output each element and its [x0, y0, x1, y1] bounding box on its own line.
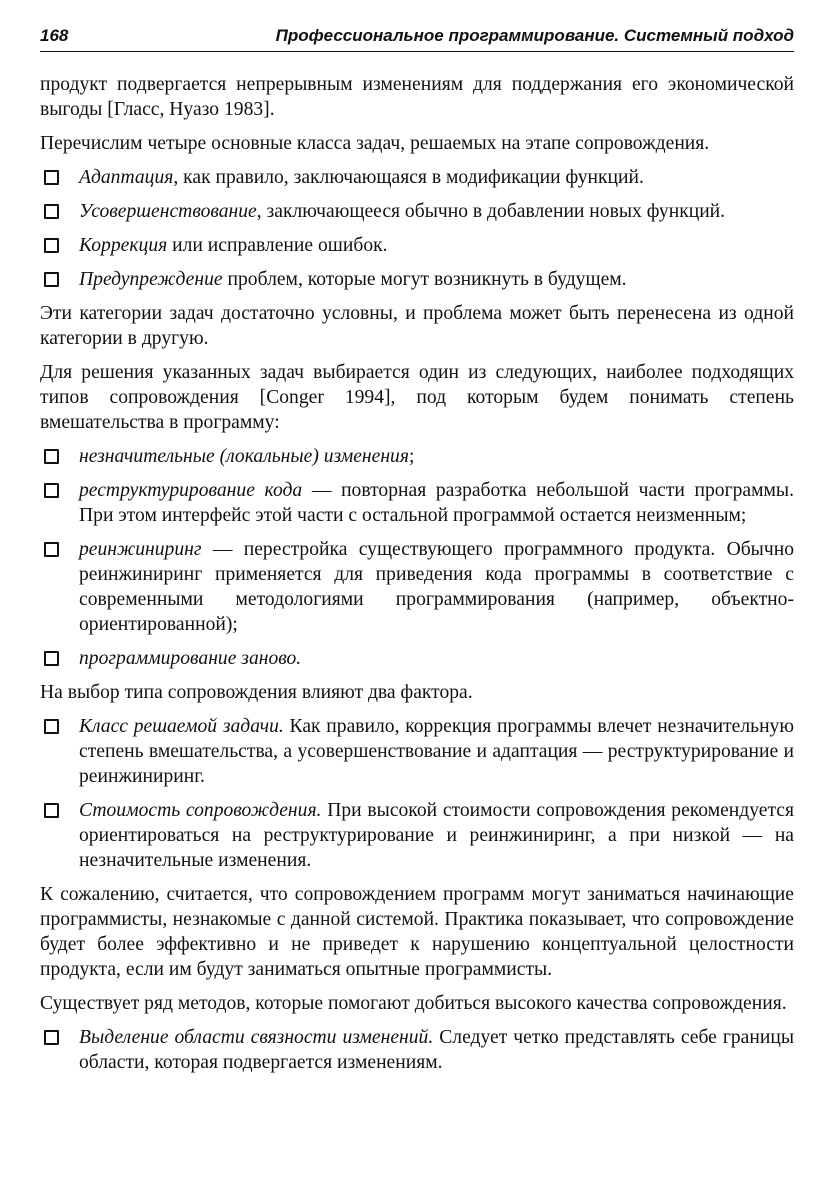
checkbox-bullet-icon — [44, 719, 59, 734]
checkbox-bullet-icon — [44, 238, 59, 253]
paragraph: продукт подвергается непрерывным изменениям для поддержания его экономической выгоды [Гласс, Нуазо 1983]. — [40, 74, 794, 120]
list-item-term: Стоимость сопровождения. — [79, 800, 322, 821]
checkbox-bullet-icon — [44, 272, 59, 287]
list-item-text: проблем, которые могут возникнуть в будущем. — [222, 269, 627, 290]
list-item — [40, 1025, 794, 1075]
book-page — [40, 26, 794, 1084]
running-title: Профессиональное программирование. Системный подход — [275, 26, 794, 45]
checkbox-bullet-icon — [44, 170, 59, 185]
list-item — [40, 267, 794, 292]
list-item-text: Следует четко представлять себе границы области, которая подвергается изменениям. — [79, 1027, 794, 1073]
list-item-text: , заключающееся обычно в добавлении новых функций. — [256, 201, 726, 222]
list-item — [40, 199, 794, 224]
list-item-term: Выделение области связности изменений. — [79, 1027, 434, 1048]
list-item-text: или исправление ошибок. — [167, 235, 388, 256]
list-item — [40, 798, 794, 873]
list-item-text: — перестройка существующего программного продукта. Обычно реинжиниринг применяется для приведения кода программы в соответствие с современными методологиями программирования (например, объектно-ориентированной); — [79, 539, 794, 635]
list-item-term: незначительные (локальные) изменения — [79, 446, 409, 467]
list-item-term: программирование заново. — [79, 648, 302, 669]
checkbox-bullet-icon — [44, 803, 59, 818]
paragraph: На выбор типа сопровождения влияют два фактора. — [40, 682, 473, 703]
list-item — [40, 478, 794, 528]
checkbox-bullet-icon — [44, 542, 59, 557]
paragraph: К сожалению, считается, что сопровождением программ могут заниматься начинающие программисты, незнакомые с данной системой. Практика показывает, что сопровождение будет более эффективно и не приведет к нарушению концептуальной целостности продукта, если им будут заниматься опытные программисты. — [40, 884, 794, 980]
list-item — [40, 165, 794, 190]
checkbox-bullet-icon — [44, 1030, 59, 1045]
list-item-text: — повторная разработка небольшой части программы. При этом интерфейс этой части с остальной программой остается неизменным; — [79, 480, 794, 526]
checkbox-bullet-icon — [44, 204, 59, 219]
list-item-term: Коррекция — [79, 235, 168, 256]
list-item — [40, 444, 794, 469]
running-header — [40, 26, 794, 52]
list-item-term: Класс решаемой задачи. — [79, 716, 284, 737]
list-item — [40, 714, 794, 789]
list-item-text: ; — [408, 446, 415, 467]
list-item-term: реструктурирование кода — [79, 480, 303, 501]
list-item — [40, 646, 794, 671]
list-item-term: реинжиниринг — [79, 539, 202, 560]
list-item — [40, 233, 794, 258]
list-item-text: При высокой стоимости сопровождения рекомендуется ориентироваться на реструктурирование и реинжиниринг, а при низкой — на незначительные изменения. — [79, 800, 795, 871]
paragraph: Перечислим четыре основные класса задач, решаемых на этапе сопровождения. — [40, 133, 710, 154]
page-content — [40, 72, 794, 1075]
checkbox-bullet-icon — [44, 483, 59, 498]
list-item-text: Как правило, коррекция программы влечет незначительную степень вмешательства, а усовершенствование и адаптация — реструктурирование и реинжиниринг. — [79, 716, 794, 787]
list-item-term: Предупреждение — [79, 269, 223, 290]
checkbox-bullet-icon — [44, 449, 59, 464]
paragraph: Существует ряд методов, которые помогают добиться высокого качества сопровождения. — [40, 993, 787, 1014]
paragraph: Эти категории задач достаточно условны, и проблема может быть перенесена из одной категории в другую. — [40, 303, 794, 349]
list-item-term: Усовершенствование — [79, 201, 257, 222]
list-item — [40, 537, 794, 637]
paragraph: Для решения указанных задач выбирается один из следующих, наиболее подходящих типов сопровождения [Conger 1994], под которым будем понимать степень вмешательства в программу: — [40, 362, 794, 433]
list-item-text: , как правило, заключающаяся в модификации функций. — [173, 167, 644, 188]
page-number: 168 — [40, 26, 69, 45]
list-item-term: Адаптация — [79, 167, 174, 188]
checkbox-bullet-icon — [44, 651, 59, 666]
